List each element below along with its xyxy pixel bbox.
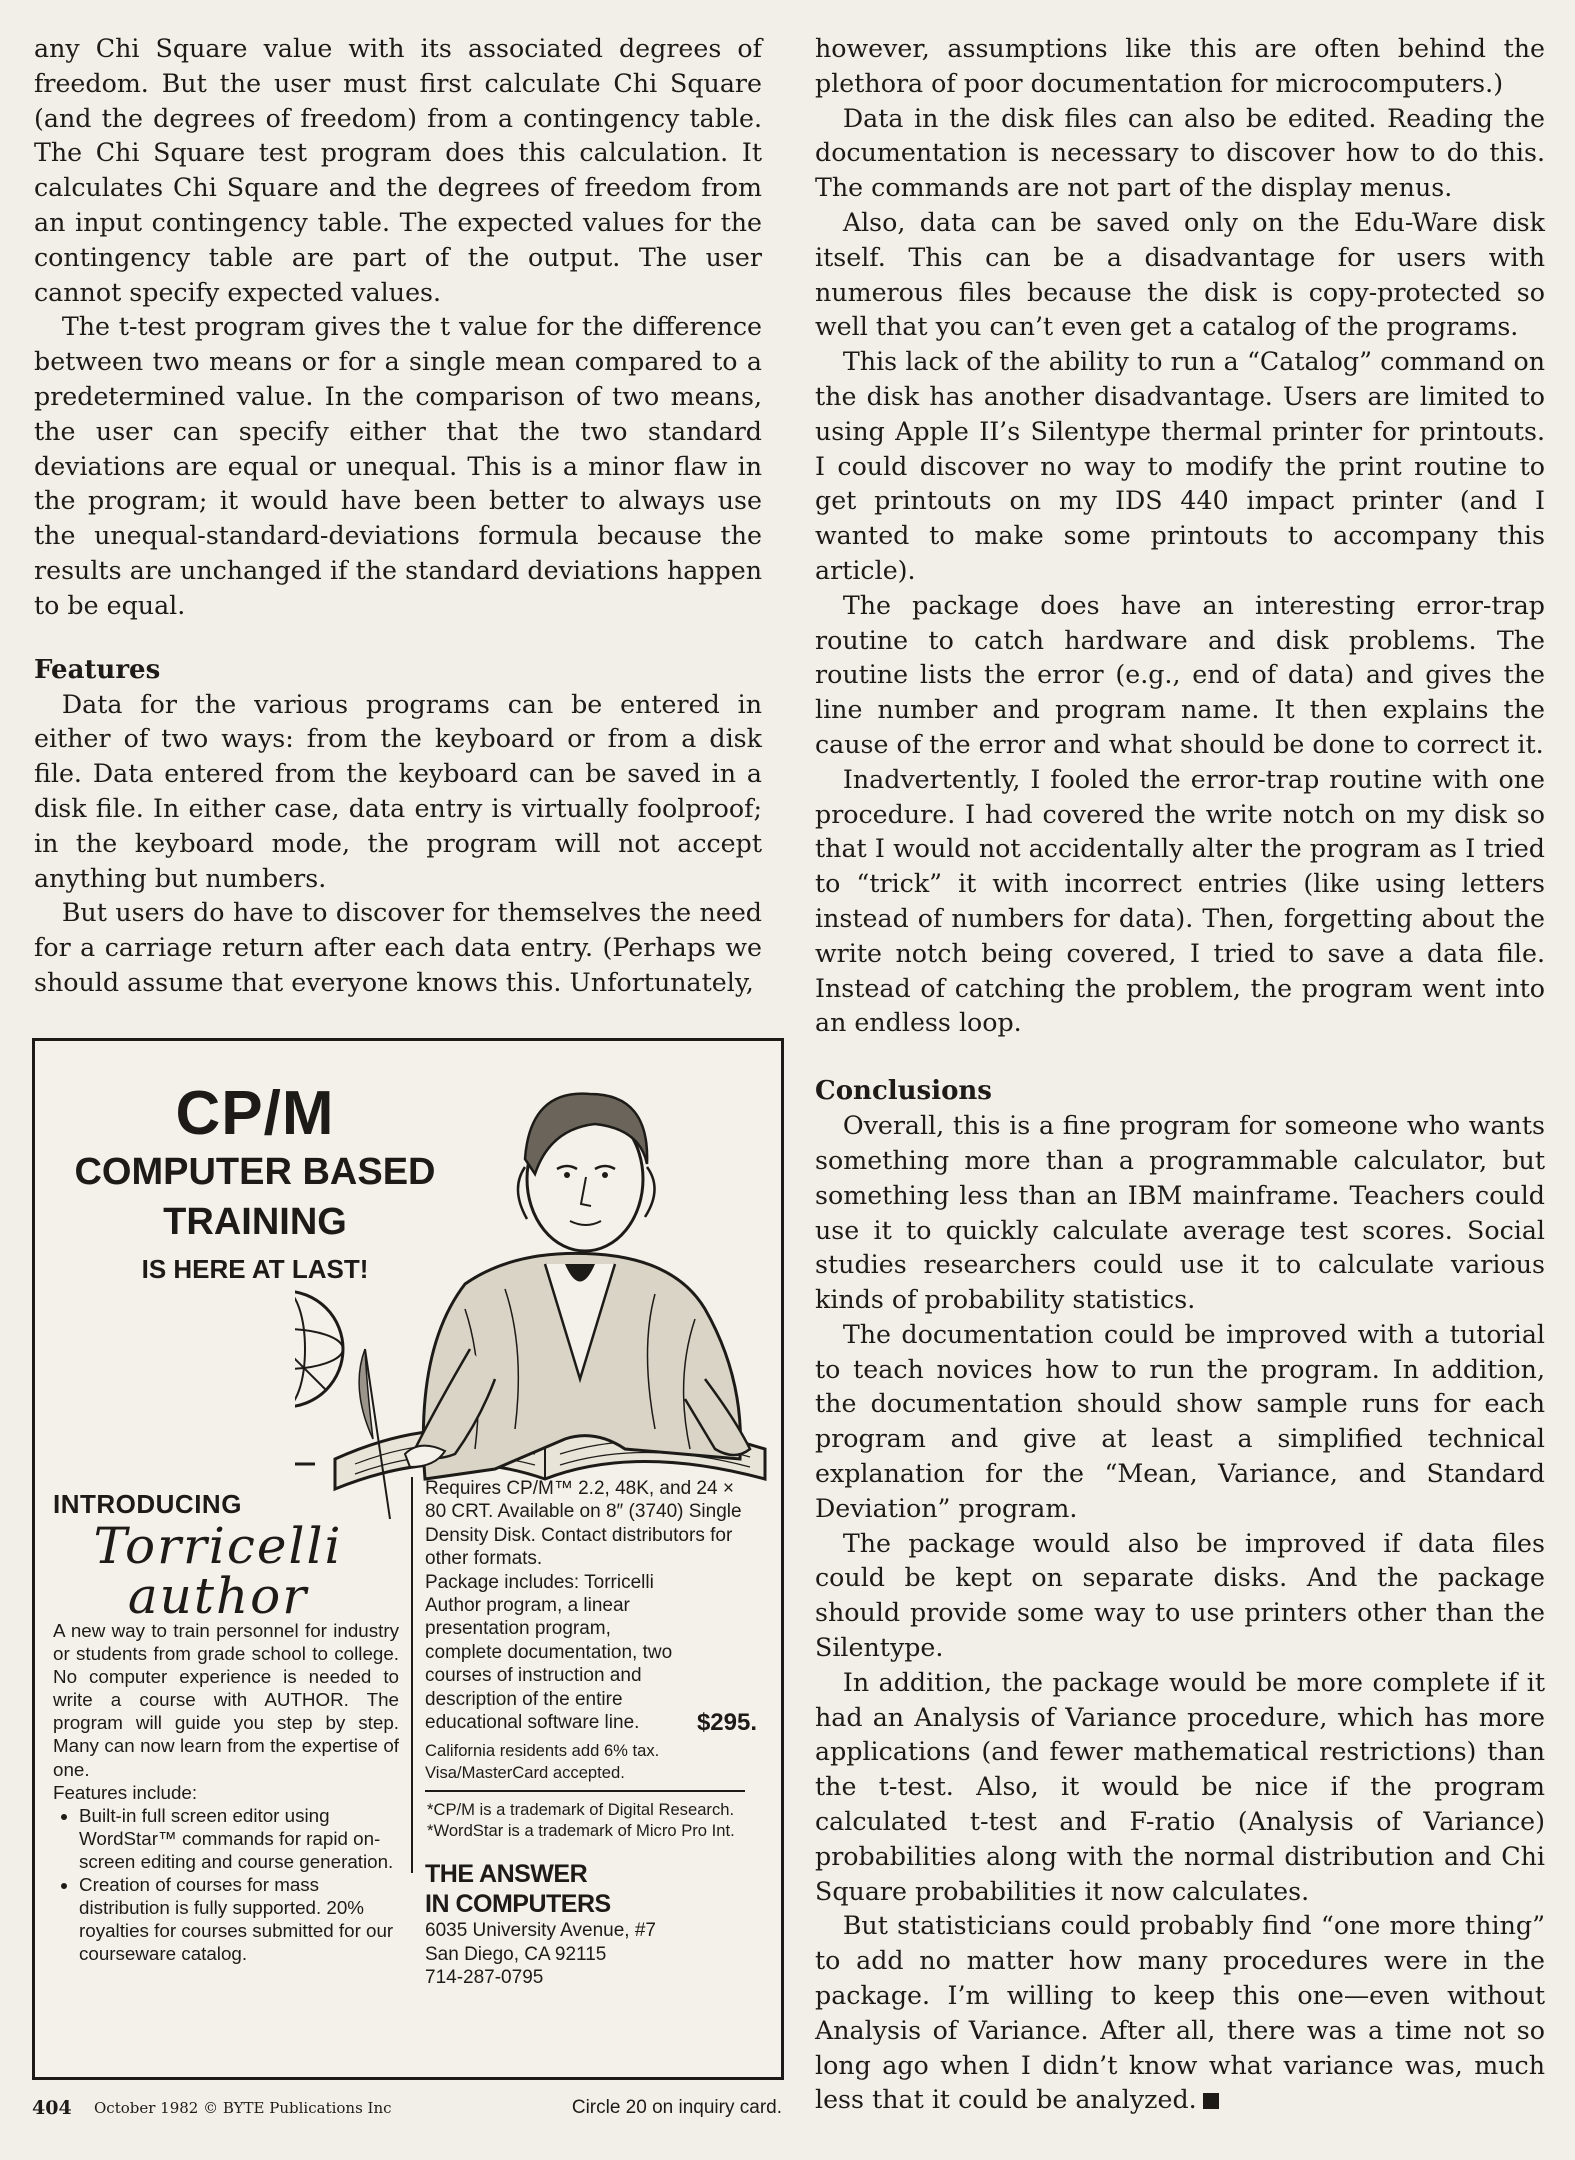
company-address [425, 1919, 757, 1990]
ad-headline-training: TRAINING [163, 1201, 347, 1243]
features-label: Features include: [53, 1781, 198, 1803]
paragraph: Also, data can be saved only on the Edu-Ware disk itself. This can be a disadvantage for users with numerous files because the disk is copy-protected so well that you can’t even get a catalog of the programs. [815, 207, 1545, 342]
package-text: Package includes: Torricelli Author program, a linear presentation program, complete documentation, two courses of instruction and description of the entire educational software line. [425, 1571, 673, 1734]
paragraph: Data for the various programs can be entered in either of two ways: from the keyboard or from a disk file. Data entered from the keyboard can be saved in a disk file. In either case, data entry is virtually foolproof; in the keyboard mode, the program will not accept anything but numbers. [34, 689, 762, 893]
ad-headline-computer-based: COMPUTER BASED [74, 1151, 436, 1193]
requirements-text: Requires CP/M™ 2.2, 48K, and 24 × 80 CRT. Available on 8″ (3740) Single Density Disk. Contact distributors for other formats. [425, 1478, 742, 1570]
ad-order-info [425, 1477, 757, 1990]
paragraph: however, assumptions like this are often behind the plethora of poor documentation for microcomputers.) [815, 34, 1545, 98]
ad-headline-here-at-last: IS HERE AT LAST! [141, 1254, 369, 1284]
paragraph: The package would also be improved if data files could be kept on separate disks. And the package should provide some way to use printers other than the Silentype. [815, 1528, 1545, 1663]
feature-item: • Creation of courses for mass distribution is fully supported. 20% royalties for courses submitted for our courseware catalog. [79, 1873, 399, 1965]
paragraph: Overall, this is a fine program for someone who wants something more than a programmable calculator, but something less than an IBM mainframe. Teachers could use it to quickly calculate average test scores. Social studies researchers could use it to calculate various kinds of probability statistics. [815, 1111, 1545, 1315]
ad-column-divider [411, 1477, 413, 1873]
page-number: 404 [32, 2097, 72, 2119]
address-line: San Diego, CA 92115 [425, 1943, 607, 1965]
ad-description [53, 1619, 399, 1965]
advertisement-box [32, 1038, 784, 2080]
company-name-line: THE ANSWER [425, 1860, 588, 1889]
feature-list [53, 1804, 399, 1966]
paragraph: Inadvertently, I fooled the error-trap routine with one procedure. I had covered the write notch on my disk so that I would not accidentally alter the program as I tried to “trick” it with incorrect entries (like using letters instead of numbers for data). Then, forgetting about the write notch being covered, I tried to save a data file. Instead of catching the problem, the program went into an endless loop. [815, 764, 1545, 1038]
paragraph-text: But statisticians could probably find “one more thing” to add no matter how many procedures were in the package. I’m willing to keep this one—even without Analysis of Variance. After all, there was a time not so long ago when I didn’t know what variance was, much less that it could be analyzed. [815, 1911, 1545, 2115]
trademark-note: *WordStar is a trademark of Micro Pro Int. [427, 1820, 735, 1840]
company-name [425, 1859, 757, 1919]
section-heading-conclusions: Conclusions [815, 1076, 992, 1107]
product-name-author: author [127, 1567, 309, 1625]
paragraph: But users do have to discover for themselves the need for a carriage return after each data entry. (Perhaps we should assume that everyone knows this. Unfortunately, [34, 898, 762, 997]
inquiry-card-note: Circle 20 on inquiry card. [571, 2097, 782, 2118]
product-intro [53, 1489, 413, 1625]
ad-headline-cpm: CP/M [175, 1079, 335, 1148]
package-price-line [425, 1571, 757, 1735]
ad-description-text: A new way to train personnel for industry or students from grade school to college. No computer experience is needed to write a course with AUTHOR. The program will guide you step by step. Many can now learn from the expertise of one. [53, 1620, 399, 1780]
address-line: 6035 University Avenue, #7 [425, 1920, 656, 1942]
end-mark-icon [1203, 2093, 1219, 2109]
paragraph: The t-test program gives the t value for the difference between two means or for a single mean compared to a predetermined value. In the comparison of two means, the user can specify either that the two standard deviations are equal or unequal. This is a minor flaw in the program; it would have been better to always use the unequal-standard-deviations formula because the results are unchanged if the standard deviations happen to be equal. [34, 312, 762, 620]
phone-number: 714-287-0795 [425, 1967, 544, 1989]
ad-headline [45, 1081, 465, 1291]
page-footer [32, 2097, 782, 2127]
price-label: $295. [696, 1709, 757, 1737]
paragraph: The package does have an interesting error-trap routine to catch hardware and disk problems. The routine lists the error (e.g., end of data) and gives the line number and program name. It then explains the cause of the error and what should be done to correct it. [815, 590, 1545, 759]
introducing-label: INTRODUCING [53, 1489, 242, 1519]
tax-note: California residents add 6% tax. Visa/MasterCard accepted. [425, 1741, 660, 1783]
paragraph-final [815, 1909, 1545, 2118]
paragraph: any Chi Square value with its associated degrees of freedom. But the user must first calculate Chi Square (and the degrees of freedom) from a contingency table. The Chi Square test program does this calculation. It calculates Chi Square and the degrees of freedom from an input contingency table. The expected values for the contingency table are part of the output. The user cannot specify expected values. [34, 34, 762, 307]
section-heading-features: Features [34, 654, 161, 685]
paragraph: This lack of the ability to run a “Catalog” command on the disk has another disadvantage. Users are limited to using Apple II’s Silentype thermal printer for printouts. I could discover no way to modify the print routine to get printouts on my IDS 440 impact printer (and I wanted to make some printouts to accompany this article). [815, 347, 1545, 585]
trademark-note: *CP/M is a trademark of Digital Research. [427, 1800, 735, 1820]
issue-info: October 1982 © BYTE Publications Inc [94, 2099, 392, 2117]
paragraph: In addition, the package would be more complete if it had an Analysis of Variance procedure, which has more applications (and fewer mathematical restrictions) than the t-test. Also, it would be nice if the program calculated t-test and F-ratio (Analysis of Variance) probabilities along with the normal distribution and Chi Square probabilities it now calculates. [815, 1667, 1545, 1906]
paragraph: The documentation could be improved with a tutorial to teach novices how to run the program. In addition, the documentation should show sample runs for each program and give at least a simplified technical explanation for the “Mean, Variance, and Standard Deviation” program. [815, 1319, 1545, 1523]
feature-item: • Built-in full screen editor using WordStar™ commands for rapid on-screen editing and course generation. [79, 1804, 399, 1873]
left-article-column [34, 32, 762, 1001]
right-article-column [815, 32, 1545, 2118]
ad-rule [425, 1790, 745, 1792]
product-name-torricelli: Torricelli [93, 1517, 343, 1575]
company-name-line: IN COMPUTERS [425, 1890, 611, 1919]
paragraph: Data in the disk files can also be edited. Reading the documentation is necessary to discover how to do this. The commands are not part of the display menus. [815, 103, 1545, 203]
